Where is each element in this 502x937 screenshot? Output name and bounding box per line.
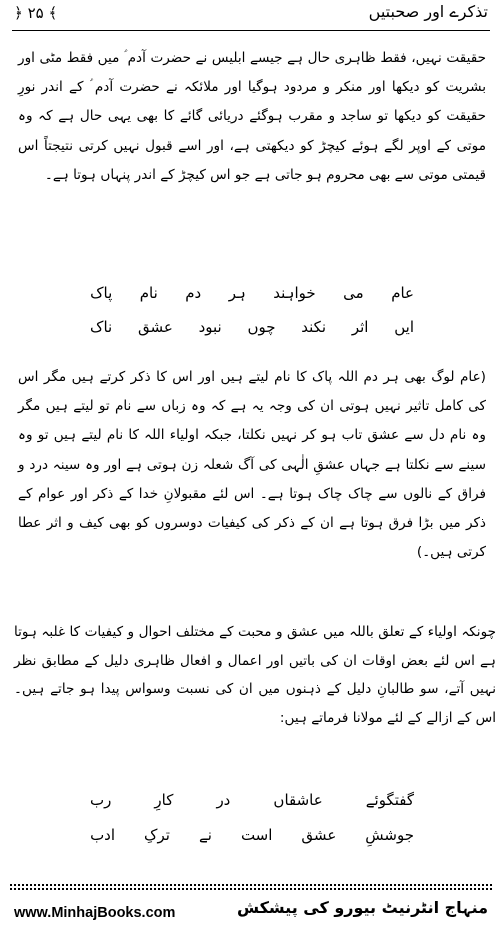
- publisher-credit: منہاج انٹرنیٹ بیورو کی پیشکش: [236, 898, 488, 917]
- verse-word: نکند: [301, 318, 327, 336]
- verse-word: جوششِ: [365, 826, 414, 844]
- verse-word: چوں: [247, 318, 276, 336]
- verse-word: نبود: [198, 318, 222, 336]
- verse-word: اثر: [351, 318, 369, 336]
- verse-word: نام: [139, 284, 158, 302]
- verse-2-line-2: [90, 826, 414, 844]
- verse-word: گفتگوئے: [365, 791, 414, 809]
- verse-word: ایں: [394, 318, 414, 336]
- verse-word: عشق: [301, 826, 337, 844]
- paragraph-1: حقیقت نہیں، فقط ظاہری حال ہے جیسے ابلیس نے حضرت آدم ؑ میں فقط مٹی اور بشریت کو دیکھا اور منکر و مردود ہوگیا اور ملائکہ نے حضرت آدم ؑ کے اندر نورِ حقیقت کو دیکھا تو ساجد و مقرب ہوگئے دریائی گائے کا بھی یہی حال ہے کہ وہ موتی کے اوپر لگے ہوئے کیچڑ کو دیکھتی ہے، اور اسے قبول نہیں کرتی نتیجتاً اس قیمتی موتی سے بھی محروم ہو جاتی ہے جو اس کیچڑ کے اندر پنہاں ہوتا ہے۔: [18, 50, 486, 183]
- verse-word: است: [240, 826, 273, 844]
- verse-word: رب: [90, 791, 112, 809]
- verse-word: در: [216, 791, 231, 809]
- website-link[interactable]: www.MinhajBooks.com: [14, 905, 176, 921]
- verse-1-line-2: [90, 318, 414, 336]
- verse-word: عشق: [137, 318, 173, 336]
- paragraph-2: (عام لوگ بھی ہر دم اللہ پاک کا نام لیتے ہیں اور اس کا ذکر کرتے ہیں مگر اس کی کامل تاثیر نہیں ہوتی ان کی وجہ یہ ہے کہ وہ زباں سے نام تو لیتے ہیں مگر وہ نام دل سے عشق تاب ہو کر نہیں نکلتا، جبکہ اولیاء اللہ کا نام لیتے ہیں تو وہ سینے سے نکلتا ہے جہاں عشقِ الٰہی کی آگ شعلہ زن ہوتی ہے اور وہ سینہ درد و فراق کے نالوں سے چاک چاک ہوتا ہے۔ اس لئے مقبولانِ خدا کے ذکر اور عوام کے ذکر میں بڑا فرق ہوتا ہے ان کے ذکر کی کیفیات دوسروں کو بھی کیف و اثر عطا کرتی ہیں۔): [18, 369, 486, 561]
- footer-divider: [10, 884, 492, 886]
- verse-word: نے: [198, 826, 212, 844]
- page-number: ﴾ ۲۵ ﴿: [14, 4, 58, 22]
- verse-word: ناک: [90, 318, 113, 336]
- verse-word: ہر: [228, 284, 246, 302]
- verse-word: عام: [391, 284, 414, 302]
- verse-word: می: [343, 284, 364, 302]
- paragraph-3: چونکہ اولیاء کے تعلق باللہ میں عشق و محبت کے مختلف احوال و کیفیات کا غلبہ ہوتا ہے اس لئے بعض اوقات ان کی باتیں اور اعمال و افعال ظاہری دلیل کے مطابق نظر نہیں آتے، سو طالبانِ دلیل کے ذہنوں میں ان کی نسبت وسواس پیدا ہو جاتے ہیں۔ اس کے ازالے کے لئے مولانا فرماتے ہیں:: [14, 624, 496, 726]
- verse-word: عاشقاں: [273, 791, 323, 809]
- footer-divider-2: [10, 888, 492, 890]
- verse-word: پاک: [90, 284, 113, 302]
- verse-word: خواہند: [273, 284, 316, 302]
- verse-word: دم: [185, 284, 202, 302]
- verse-2-line-1: [90, 791, 414, 809]
- verse-word: ترکِ: [144, 826, 170, 844]
- verse-word: ادب: [90, 826, 116, 844]
- verse-word: کارِ: [154, 791, 174, 809]
- verse-1-line-1: [90, 284, 414, 302]
- header-divider: [12, 30, 490, 31]
- running-header-title: تذکرے اور صحبتیں: [368, 2, 488, 21]
